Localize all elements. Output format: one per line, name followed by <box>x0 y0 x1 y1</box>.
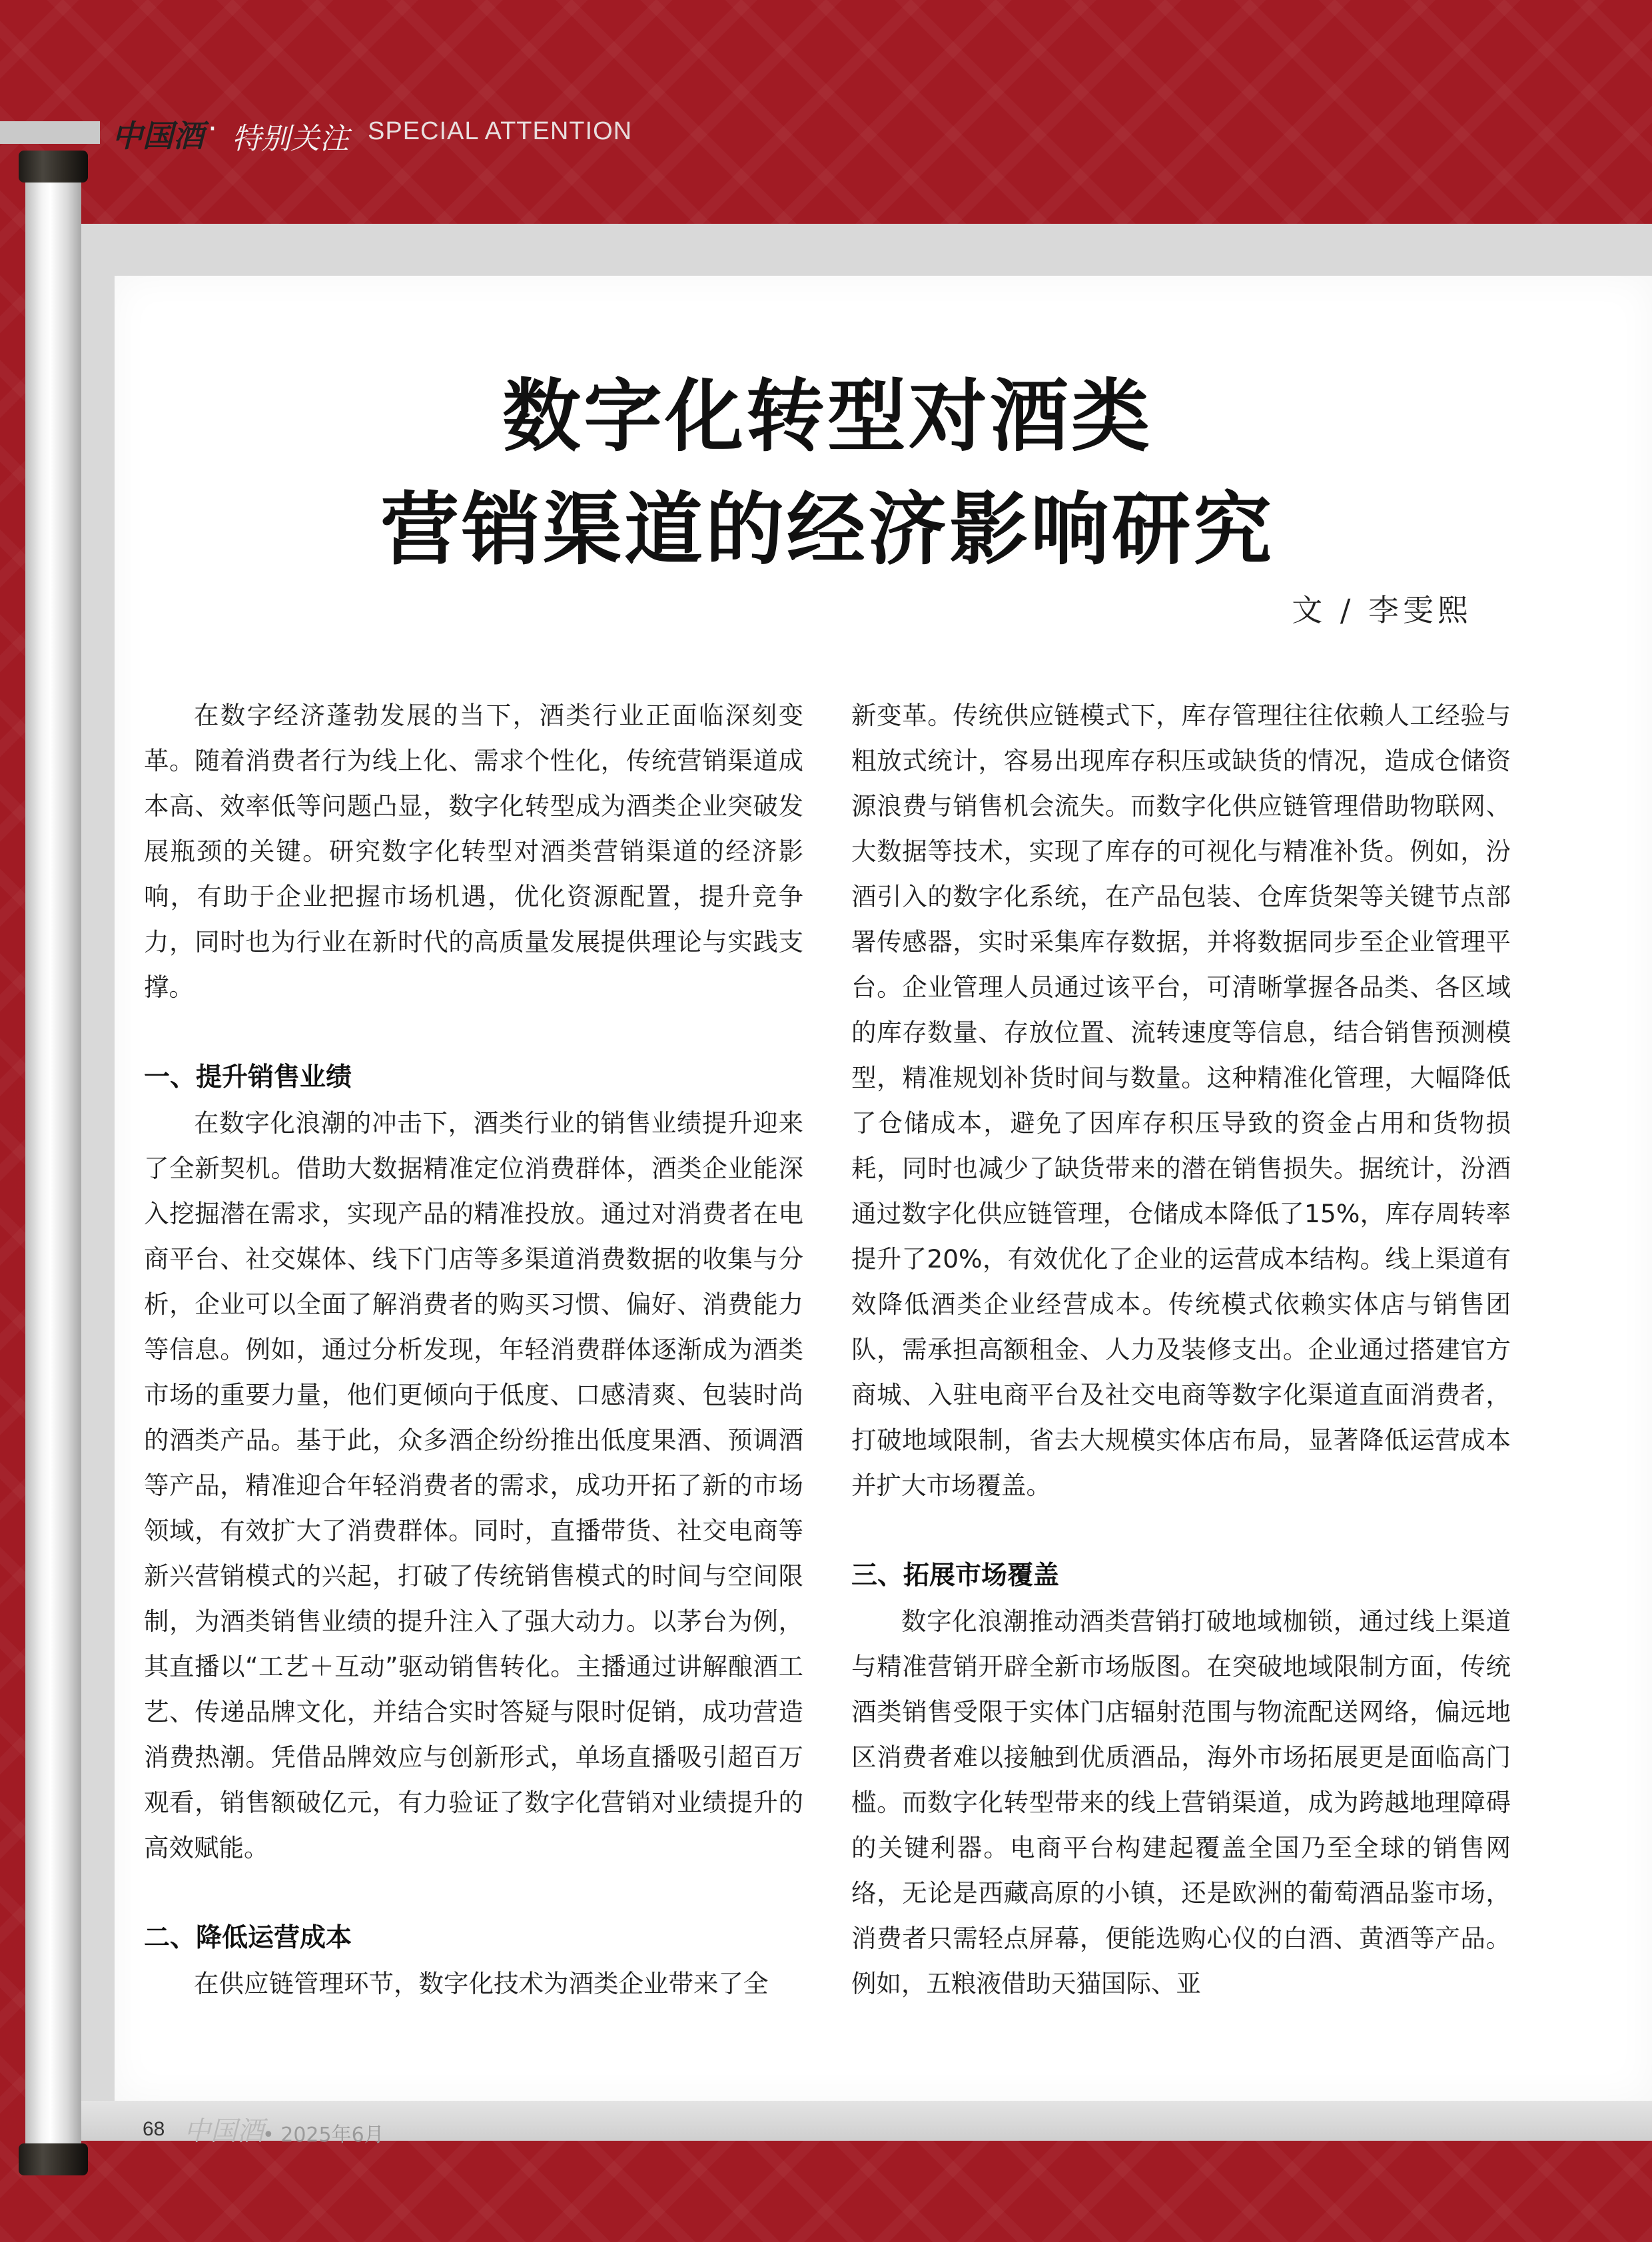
scroll-rod-cap-bottom <box>19 2143 88 2175</box>
article-byline: 文 / 李雯熙 <box>1292 592 1472 628</box>
section-1-paragraph: 在数字化浪潮的冲击下，酒类行业的销售业绩提升迎来了全新契机。借助大数据精准定位消费群体，酒类企业能深入挖掘潜在需求，实现产品的精准投放。通过对消费者在电商平台、社交媒体、线下门店等多渠道消费数据的收集与分析，企业可以全面了解消费者的购买习惯、偏好、消费能力等信息。例如，通过分析发现，年轻消费群体逐渐成为酒类市场的重要力量，他们更倾向于低度、口感清爽、包装时尚的酒类产品。基于此，众多酒企纷纷推出低度果酒、预调酒等产品，精准迎合年轻消费者的需求，成功开拓了新的市场领域，有效扩大了消费群体。同时，直播带货、社交电商等新兴营销模式的兴起，打破了传统销售模式的时间与空间限制，为酒类销售业绩的提升注入了强大动力。以茅台为例，其直播以“工艺＋互动”驱动销售转化。主播通过讲解酿酒工艺、传递品牌文化，并结合实时答疑与限时促销，成功营造消费热潮。凭借品牌效应与创新形式，单场直播吸引超百万观看，销售额破亿元，有力验证了数字化营销对业绩提升的高效赋能。 <box>144 1108 803 1862</box>
footer-date-text: 2025年6月 <box>280 2123 384 2147</box>
scroll-rod <box>25 159 81 2157</box>
scroll-rod-cap-top <box>19 151 88 183</box>
page-number: 68 <box>143 2118 165 2140</box>
article-title-line-1: 数字化转型对酒类 <box>502 370 1152 462</box>
footer-logo: 中国酒 <box>184 2116 264 2147</box>
header-separator: · <box>208 112 217 146</box>
section-title-en: SPECIAL ATTENTION <box>368 117 633 145</box>
article-column-right <box>851 693 1511 2006</box>
section-2-heading: 二、降低运营成本 <box>144 1923 352 1953</box>
section-3-paragraph: 数字化浪潮推动酒类营销打破地域枷锁，通过线上渠道与精准营销开辟全新市场版图。在突破地域限制方面，传统酒类销售受限于实体门店辐射范围与物流配送网络，偏远地区消费者难以接触到优质酒品，海外市场拓展更是面临高门槛。而数字化转型带来的线上营销渠道，成为跨越地理障碍的关键利器。电商平台构建起覆盖全国乃至全球的销售网络，无论是西藏高原的小镇，还是欧洲的葡萄酒品鉴市场，消费者只需轻点屏幕，便能选购心仪的白酒、黄酒等产品。例如，五粮液借助天猫国际、亚 <box>851 1607 1511 1998</box>
intro-paragraph: 在数字经济蓬勃发展的当下，酒类行业正面临深刻变革。随着消费者行为线上化、需求个性化，传统营销渠道成本高、效率低等问题凸显，数字化转型成为酒类企业突破发展瓶颈的关键。研究数字化转型对酒类营销渠道的经济影响，有助于企业把握市场机遇，优化资源配置，提升竞争力，同时也为行业在新时代的高质量发展提供理论与实践支撑。 <box>144 701 803 1002</box>
footer-dot: • <box>262 2123 274 2147</box>
article-column-left <box>144 693 803 2006</box>
issue-date <box>262 2118 384 2147</box>
article-title-line-2: 营销渠道的经济影响研究 <box>380 483 1274 575</box>
section-2-paragraph-continued: 新变革。传统供应链模式下，库存管理往往依赖人工经验与粗放式统计，容易出现库存积压或缺货的情况，造成仓储资源浪费与销售机会流失。而数字化供应链管理借助物联网、大数据等技术，实现了库存的可视化与精准补货。例如，汾酒引入的数字化系统，在产品包装、仓库货架等关键节点部署传感器，实时采集库存数据，并将数据同步至企业管理平台。企业管理人员通过该平台，可清晰掌握各品类、各区域的库存数量、存放位置、流转速度等信息，结合销售预测模型，精准规划补货时间与数量。这种精准化管理，大幅降低了仓储成本，避免了因库存积压导致的资金占用和货物损耗，同时也减少了缺货带来的潜在销售损失。据统计，汾酒通过数字化供应链管理，仓储成本降低了15%，库存周转率提升了20%，有效优化了企业的运营成本结构。线上渠道有效降低酒类企业经营成本。传统模式依赖实体店与销售团队，需承担高额租金、人力及装修支出。企业通过搭建官方商城、入驻电商平台及社交电商等数字化渠道直面消费者，打破地域限制，省去大规模实体店布局，显著降低运营成本并扩大市场覆盖。 <box>851 701 1511 1500</box>
section-title-cn: 特别关注 <box>232 122 349 156</box>
magazine-brand: 中国酒 <box>112 118 204 154</box>
header-strip <box>0 121 100 144</box>
section-1-heading: 一、提升销售业绩 <box>144 1062 352 1092</box>
section-2-paragraph-start: 在供应链管理环节，数字化技术为酒类企业带来了全 <box>194 1969 769 1998</box>
section-3-heading: 三、拓展市场覆盖 <box>851 1561 1060 1591</box>
